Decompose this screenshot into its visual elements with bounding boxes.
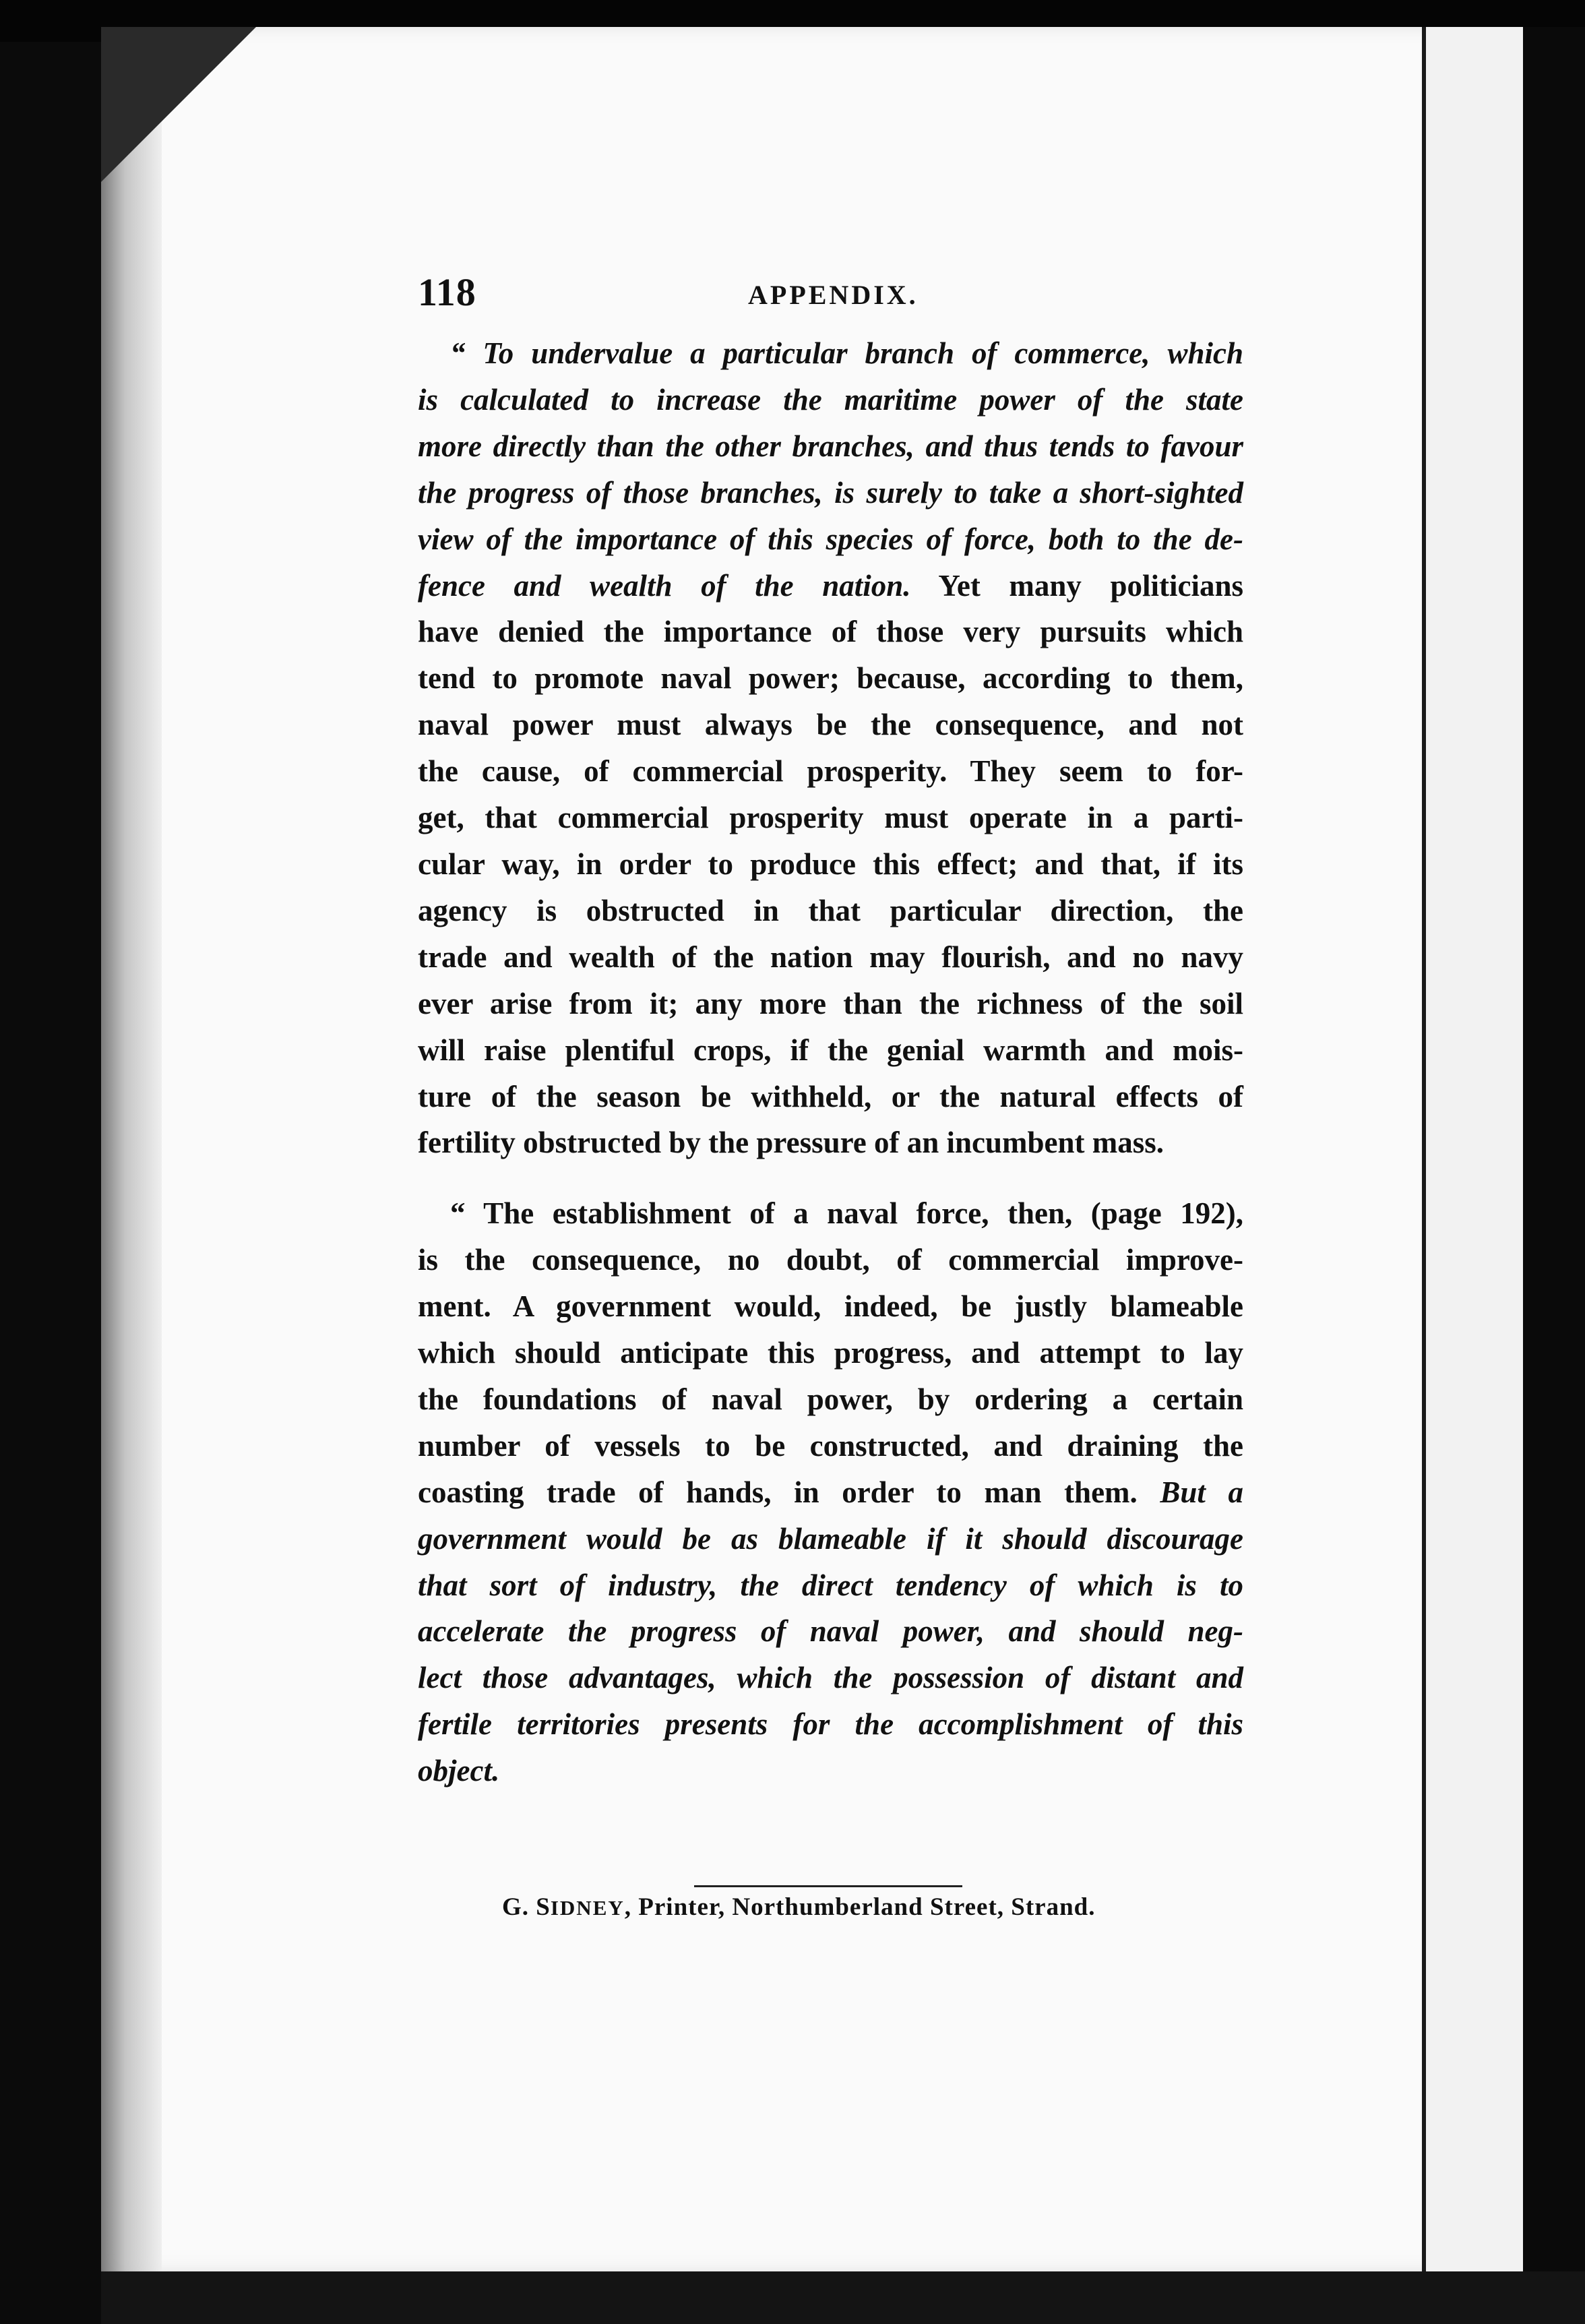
line-text: is the consequence, no doubt, of commercial improve- [418, 1243, 1243, 1277]
imprint-rest: , Printer, Northumberland Street, Strand. [624, 1893, 1096, 1921]
line-text: is calculated to increase the maritime power of the state [418, 382, 1243, 417]
line-text: government would be as blameable if it should discourage [418, 1521, 1243, 1556]
text-line [418, 1655, 1243, 1701]
page-gutter-shadow [101, 27, 162, 2271]
line-text: ture of the season be withheld, or the natural effects of [418, 1079, 1243, 1113]
text-line [418, 841, 1243, 888]
line-text: cular way, in order to produce this effect; and that, if its [418, 847, 1243, 881]
line-text: more directly than the other branches, and thus tends to favour [418, 429, 1243, 463]
line-text: will raise plentiful crops, if the genial warmth and mois- [418, 1033, 1243, 1067]
line-text: which should anticipate this progress, and attempt to lay [418, 1336, 1243, 1370]
line-text: agency is obstructed in that particular direction, the [418, 893, 1243, 927]
text-line [418, 516, 1243, 563]
line-text: the cause, of commercial prosperity. They seem to for- [418, 754, 1243, 789]
line-text: that sort of industry, the direct tendency of which is to [418, 1568, 1243, 1602]
line-text: accelerate the progress of naval power, and should neg- [418, 1614, 1243, 1649]
text-line [418, 1562, 1243, 1609]
line-text: tend to promote naval power; because, according to them, [418, 661, 1243, 696]
text-line [418, 563, 1243, 609]
line-text: lect those advantages, which the possession of distant and [418, 1661, 1243, 1695]
text-line [418, 1608, 1243, 1655]
adjacent-leaf [1422, 27, 1527, 2271]
imprint-initial: G. S [502, 1893, 551, 1921]
text-line [418, 1516, 1243, 1562]
text-line [418, 1074, 1243, 1120]
line-text: have denied the importance of those very pursuits which [418, 615, 1243, 649]
line-text: “ To undervalue a particular branch of commerce, which [450, 336, 1243, 370]
line-text: fertile territories presents for the accomplishment of this [418, 1707, 1243, 1742]
text-line [418, 795, 1243, 841]
line-text: “ The establishment of a naval force, then, (page 192), [450, 1196, 1243, 1231]
running-title: APPENDIX. [748, 280, 919, 310]
text-line [418, 609, 1243, 655]
line-text: view of the importance of this species of force, both to the de- [418, 522, 1243, 556]
text-line [418, 655, 1243, 702]
line-text: get, that commercial prosperity must operate in a parti- [418, 801, 1243, 835]
text-line [418, 888, 1243, 934]
text-line [418, 1701, 1243, 1748]
text-line [418, 1120, 1243, 1166]
text-line [418, 981, 1243, 1027]
line-text: fence and wealth of the nation. [418, 568, 911, 603]
line-text-italic: But a [1137, 1475, 1243, 1509]
line-text: object. [418, 1754, 500, 1788]
paragraph-2 [418, 1190, 1243, 1794]
line-text: the progress of those branches, is surely to take a short-sighted [418, 475, 1243, 510]
text-line [418, 702, 1243, 748]
text-line [418, 1748, 1243, 1794]
text-line [418, 470, 1243, 516]
text-line [418, 1190, 1243, 1237]
imprint-rule [694, 1885, 962, 1887]
text-line [418, 1469, 1243, 1516]
line-text: fertility obstructed by the pressure of an incumbent mass. [418, 1126, 1164, 1160]
text-line [418, 1423, 1243, 1469]
page-number: 118 [418, 270, 476, 314]
imprint-smallcaps: IDNEY [550, 1896, 625, 1920]
line-text-roman: Yet many politicians [910, 568, 1243, 603]
text-line [418, 377, 1243, 423]
scan-border-bottom [101, 2271, 1585, 2324]
paragraph-1 [418, 330, 1243, 1166]
line-text: ever arise from it; any more than the richness of the soil [418, 986, 1243, 1020]
line-text: coasting trade of hands, in order to man them. [418, 1475, 1138, 1509]
text-line [418, 1237, 1243, 1283]
line-text: trade and wealth of the nation may flourish, and no navy [418, 940, 1243, 974]
text-line [418, 423, 1243, 470]
text-line [418, 1283, 1243, 1330]
text-line [418, 1376, 1243, 1423]
line-text: number of vessels to be constructed, and draining the [418, 1428, 1243, 1463]
folded-corner [101, 27, 256, 182]
text-line [418, 934, 1243, 981]
text-line [418, 748, 1243, 795]
printer-imprint [502, 1893, 1142, 1922]
text-line [418, 330, 1243, 377]
line-text: the foundations of naval power, by ordering a certain [418, 1382, 1243, 1416]
text-line [418, 1330, 1243, 1376]
scan-border-right [1523, 27, 1585, 2324]
text-line [418, 1027, 1243, 1074]
running-head [418, 270, 1243, 330]
line-text: ment. A government would, indeed, be justly blameable [418, 1289, 1243, 1324]
page-text-block [418, 270, 1243, 1794]
line-text: naval power must always be the consequence, and not [418, 708, 1243, 742]
